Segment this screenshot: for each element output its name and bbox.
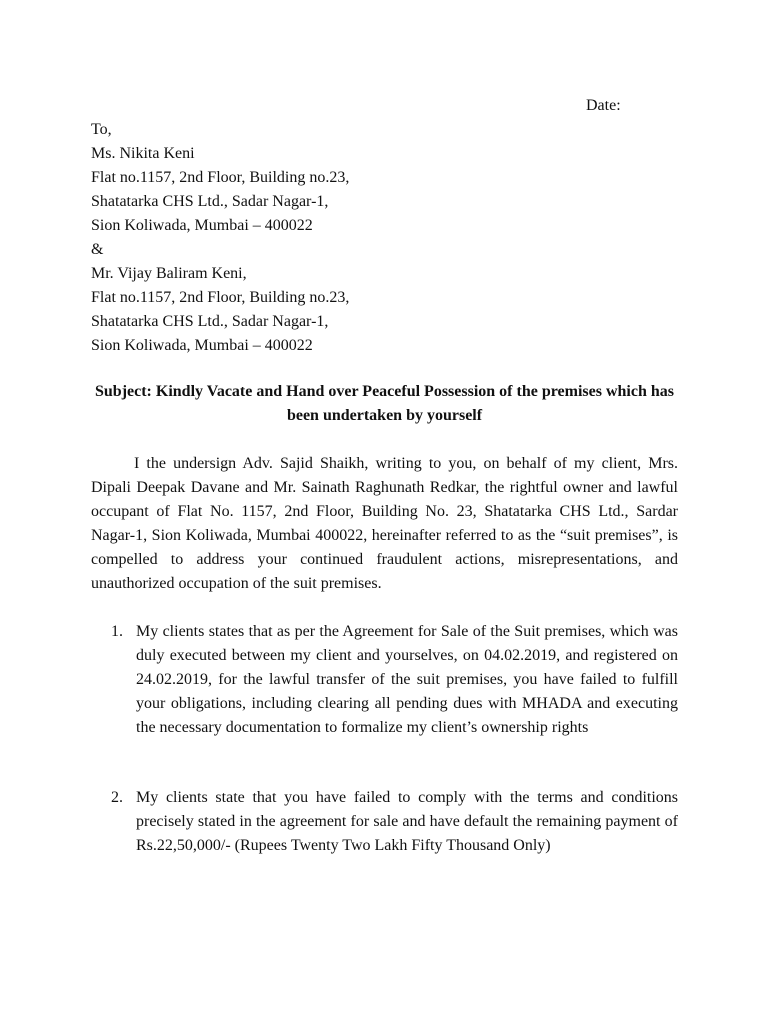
subject-heading: Subject: Kindly Vacate and Hand over Peaceful Possession of the premises which has been undertaken by yourself bbox=[95, 383, 674, 424]
intro-paragraph: I the undersign Adv. Sajid Shaikh, writing to you, on behalf of my client, Mrs. Dipali Deepak Davane and Mr. Sainath Raghunath Redkar, the rightful owner and lawful occupant of Flat No. 1157, 2nd Floor, Building No. 23, Shatatarka CHS Ltd., Sardar Nagar-1, Sion Koliwada, Mumbai 400022, hereinafter referred to as the “suit premises”, is compelled to address your continued fraudulent actions, misrepresentations, and unauthorized occupation of the suit premises. bbox=[91, 455, 678, 592]
recipient-address-block bbox=[91, 118, 691, 358]
salutation: To, bbox=[91, 121, 112, 138]
recipient-1-name: Ms. Nikita Keni bbox=[91, 145, 195, 162]
recipient-2-address-line: Sion Koliwada, Mumbai – 400022 bbox=[91, 337, 313, 354]
recipient-2-address-line: Shatatarka CHS Ltd., Sadar Nagar-1, bbox=[91, 313, 329, 330]
numbered-point bbox=[91, 786, 678, 858]
recipient-2-address-line: Flat no.1157, 2nd Floor, Building no.23, bbox=[91, 289, 350, 306]
point-text: My clients state that you have failed to comply with the terms and conditions precisely stated in the agreement for sale and have default the remaining payment of Rs.22,50,000/- (Rupees Twenty Two Lakh Fifty Thousand Only) bbox=[136, 789, 678, 854]
numbered-point bbox=[91, 620, 678, 740]
recipient-1-address-line: Flat no.1157, 2nd Floor, Building no.23, bbox=[91, 169, 350, 186]
point-number: 1. bbox=[111, 623, 123, 640]
recipient-2-name: Mr. Vijay Baliram Keni, bbox=[91, 265, 247, 282]
recipient-1-address-line: Sion Koliwada, Mumbai – 400022 bbox=[91, 217, 313, 234]
point-number: 2. bbox=[111, 789, 123, 806]
point-text: My clients states that as per the Agreement for Sale of the Suit premises, which was duly executed between my client and yourselves, on 04.02.2019, and registered on 24.02.2019, for the lawful transfer of the suit premises, you have failed to fulfill your obligations, including clearing all pending dues with MHADA and executing the necessary documentation to formalize my client’s ownership rights bbox=[136, 623, 678, 736]
date-label: Date: bbox=[586, 97, 621, 114]
recipient-1-address-line: Shatatarka CHS Ltd., Sadar Nagar-1, bbox=[91, 193, 329, 210]
recipient-separator: & bbox=[91, 241, 104, 258]
